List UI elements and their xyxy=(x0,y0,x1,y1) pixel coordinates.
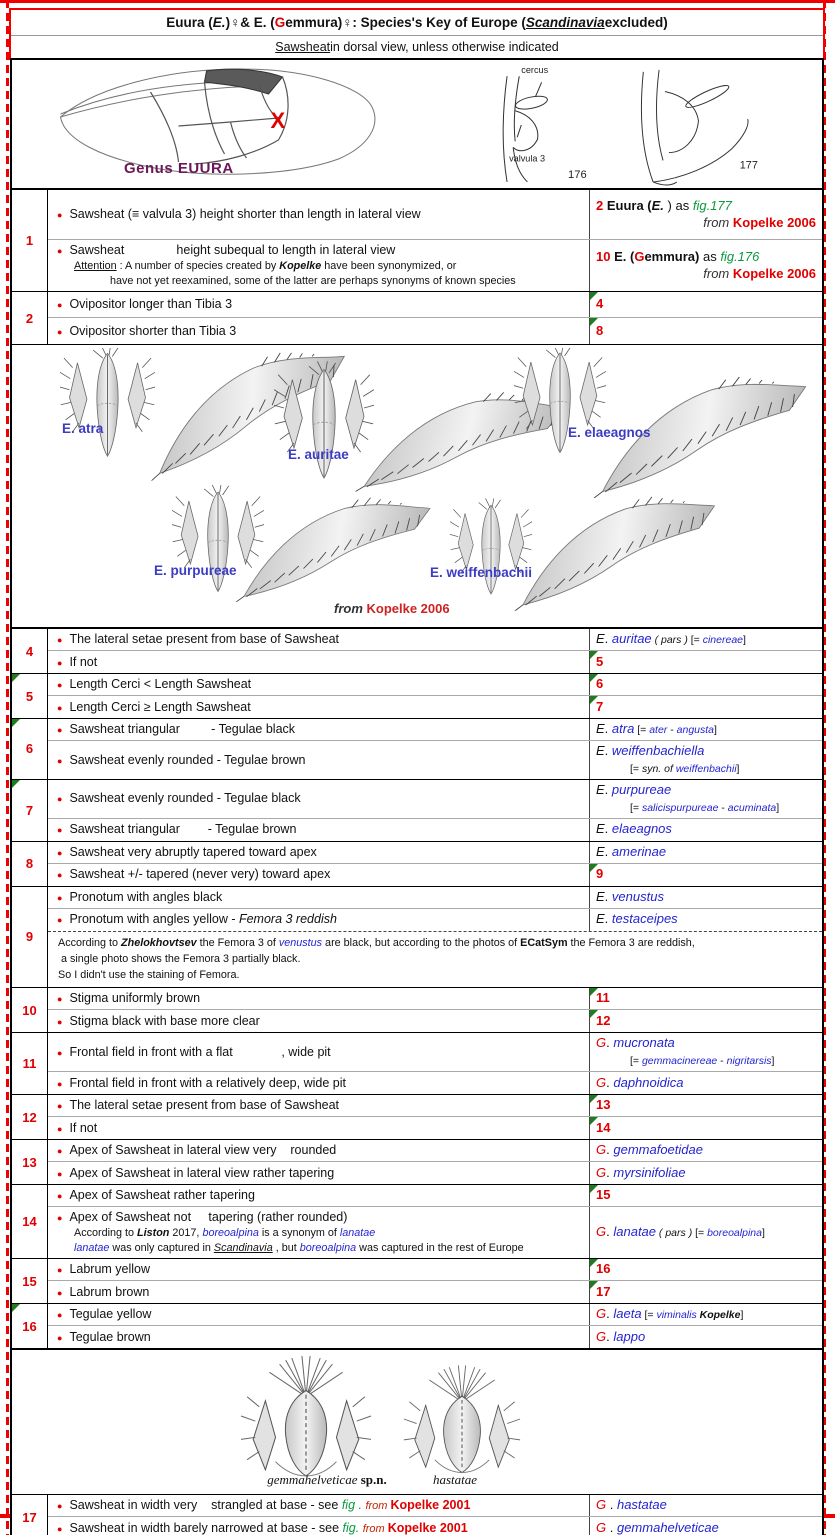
key-row-13 xyxy=(12,1140,822,1185)
couplet-result xyxy=(589,1010,822,1032)
couplet-statement xyxy=(48,1073,589,1094)
result-text: 2 Euura (E. ) as fig.177 xyxy=(596,197,732,213)
result-text: from Kopelke 2006 xyxy=(703,214,816,230)
couplet-result xyxy=(589,887,822,908)
couplet-result xyxy=(589,674,822,695)
page-break-line-top xyxy=(0,0,835,3)
result-text: 11 xyxy=(596,990,610,1006)
label-gemmahelveticae: gemmahelveticae sp.n. xyxy=(267,1472,387,1488)
key-row-4 xyxy=(12,629,822,674)
key-section-1 xyxy=(12,190,822,345)
couplet-result xyxy=(589,696,822,718)
key-row-9 xyxy=(12,887,822,989)
page-break-line-left xyxy=(6,0,9,1535)
footnote-line: So I didn't use the staining of Femora. xyxy=(58,969,240,982)
couplet-statement xyxy=(48,1042,589,1063)
statement-note: have not yet reexamined, some of the latter are perhaps synonyms of known species xyxy=(110,274,516,287)
statement-text: ● Apex of Sawsheat in lateral view rather tapering xyxy=(57,1165,335,1180)
couplet xyxy=(48,1117,822,1139)
couplet-number: 1 xyxy=(12,190,48,291)
couplet-result xyxy=(589,1140,822,1161)
couplet-number: 10 xyxy=(12,988,48,1032)
couplet xyxy=(48,1033,822,1072)
couplet-statement xyxy=(48,321,589,342)
couplet-statement xyxy=(48,1163,589,1184)
couplet-number: 8 xyxy=(12,842,48,886)
sawsheath-figure-block xyxy=(12,345,822,629)
key-row-14 xyxy=(12,1185,822,1259)
genus-euura-label: Genus EUURA xyxy=(124,160,234,177)
couplet xyxy=(48,819,822,841)
bullet-icon: ● xyxy=(57,755,63,766)
bullet-icon: ● xyxy=(57,210,63,221)
result-text: 7 xyxy=(596,698,604,714)
couplet-statement xyxy=(48,1140,589,1161)
statement-text: ● Tegulae brown xyxy=(57,1329,151,1344)
label-e-elaeagnos: E. elaeagnos xyxy=(568,425,651,441)
couplet-result xyxy=(589,1304,822,1325)
bullet-icon: ● xyxy=(57,1078,63,1089)
couplet-statement xyxy=(48,1495,589,1516)
row-body xyxy=(48,1304,822,1348)
key-table xyxy=(10,58,824,1535)
valvula-label: valvula 3 xyxy=(509,153,546,164)
figure-credit xyxy=(334,601,450,616)
couplet-result xyxy=(589,819,822,841)
bullet-icon: ● xyxy=(57,892,63,903)
couplet xyxy=(48,1207,822,1258)
top-figure-row xyxy=(12,60,822,190)
bullet-icon: ● xyxy=(57,915,63,926)
statement-note: According to Liston 2017, boreoalpina is a synonym of lanatae xyxy=(74,1226,376,1239)
result-text: [= gemmacinereae - nigritarsis] xyxy=(630,1055,775,1068)
couplet-number: 12 xyxy=(12,1095,48,1139)
couplet xyxy=(48,887,822,909)
statement-text: ● Pronotum with angles black xyxy=(57,889,223,904)
couplet-number: 11 xyxy=(12,1033,48,1094)
label-e-purpureae: E. purpureae xyxy=(154,563,237,579)
statement-text: ● Sawsheat evenly rounded - Tegulae brown xyxy=(57,752,306,767)
bullet-icon: ● xyxy=(57,657,63,668)
couplet-result xyxy=(589,909,822,931)
couplet xyxy=(48,1140,822,1162)
key-subtitle: Sawsheat in dorsal view, unless otherwise indicated xyxy=(275,40,559,54)
couplet-statement xyxy=(48,1185,589,1206)
row-body xyxy=(48,1495,822,1535)
couplet xyxy=(48,1259,822,1281)
row-body xyxy=(48,674,822,718)
statement-text: ● Frontal field in front with a flat , wide pit xyxy=(57,1044,331,1059)
couplet-result xyxy=(589,190,822,239)
couplet xyxy=(48,629,822,651)
key-row-7 xyxy=(12,780,822,842)
couplet-statement xyxy=(48,842,589,863)
couplet-statement xyxy=(48,1259,589,1280)
statement-text: ● Ovipositor shorter than Tibia 3 xyxy=(57,323,237,338)
couplet-statement xyxy=(48,750,589,771)
statement-text: ● The lateral setae present from base of Sawsheat xyxy=(57,1098,340,1113)
couplet-result xyxy=(589,988,822,1009)
result-text: [= salicispurpureae - acuminata] xyxy=(630,801,780,814)
couplet-result xyxy=(589,1259,822,1280)
couplet-number: 16 xyxy=(12,1304,48,1348)
couplet-number: 4 xyxy=(12,629,48,673)
bullet-icon: ● xyxy=(57,1523,63,1534)
couplet-result xyxy=(589,1495,822,1516)
couplet-number: 5 xyxy=(12,674,48,718)
bullet-icon: ● xyxy=(57,1146,63,1157)
result-text: G. lappo xyxy=(596,1328,646,1344)
bullet-icon: ● xyxy=(57,847,63,858)
couplet-statement xyxy=(48,652,589,673)
result-text: 16 xyxy=(596,1261,611,1277)
couplet-result xyxy=(589,651,822,673)
statement-text: ● If not xyxy=(57,654,98,669)
couplet xyxy=(48,240,822,291)
result-text: 6 xyxy=(596,676,604,692)
couplet xyxy=(48,1304,822,1326)
result-text: 12 xyxy=(596,1012,611,1028)
result-text: [= syn. of weiffenbachii] xyxy=(630,762,740,775)
fig-177-drawing xyxy=(610,62,780,188)
bullet-icon: ● xyxy=(57,702,63,713)
bullet-icon: ● xyxy=(57,1501,63,1512)
bullet-icon: ● xyxy=(57,326,63,337)
result-text: E. purpureae xyxy=(596,781,672,797)
statement-text: ● Length Cerci ≥ Length Sawsheat xyxy=(57,699,251,714)
statement-text: ● Pronotum with angles yellow - Femora 3 reddish xyxy=(57,912,337,927)
result-text: G. myrsinifoliae xyxy=(596,1164,686,1180)
couplet-result xyxy=(589,1033,822,1071)
statement-text: ● Sawsheat triangular - Tegulae black xyxy=(57,722,296,737)
bullet-icon: ● xyxy=(57,825,63,836)
couplet xyxy=(48,741,822,779)
couplet xyxy=(48,719,822,741)
bullet-icon: ● xyxy=(57,635,63,646)
couplet xyxy=(48,1517,822,1535)
bullet-icon: ● xyxy=(57,994,63,1005)
bullet-icon: ● xyxy=(57,1287,63,1298)
couplet xyxy=(48,674,822,696)
key-row-2 xyxy=(12,292,822,344)
couplet-statement xyxy=(48,788,589,809)
couplet-result xyxy=(589,1326,822,1348)
label-e-auritae: E. auritae xyxy=(288,447,349,463)
bullet-icon: ● xyxy=(57,794,63,805)
couplet-result xyxy=(589,1072,822,1094)
label-e-atra: E. atra xyxy=(62,421,104,437)
key-row-6 xyxy=(12,719,822,780)
row-body xyxy=(48,1095,822,1139)
bullet-icon: ● xyxy=(57,1265,63,1276)
result-text: G. gemmafoetidae xyxy=(596,1142,703,1158)
couplet xyxy=(48,1072,822,1094)
couplet-number: 6 xyxy=(12,719,48,779)
result-text: E. venustus xyxy=(596,888,664,904)
couplet-statement xyxy=(48,1011,589,1032)
key-row-8 xyxy=(12,842,822,887)
couplet xyxy=(48,1162,822,1184)
result-text: G. lanatae ( pars ) [= boreoalpina] xyxy=(596,1224,765,1240)
result-text: E. auritae ( pars ) [= cinereae] xyxy=(596,631,746,647)
fig-176-drawing xyxy=(467,62,602,186)
couplet-number: 7 xyxy=(12,780,48,841)
result-text: 15 xyxy=(596,1187,611,1203)
result-text: 17 xyxy=(596,1283,611,1299)
footnote-line: a single photo shows the Femora 3 partially black. xyxy=(58,952,301,965)
result-text: E. testaceipes xyxy=(596,911,678,927)
bullet-icon: ● xyxy=(57,1047,63,1058)
statement-text: ● Stigma black with base more clear xyxy=(57,1013,260,1028)
key-row-16 xyxy=(12,1304,822,1348)
footnote-line: According to Zhelokhovtsev the Femora 3 of venustus are black, but according to the photos of ECatSym the Femora 3 are reddish, xyxy=(58,936,695,949)
couplet xyxy=(48,651,822,673)
key-row-1 xyxy=(12,190,822,292)
row-body xyxy=(48,842,822,886)
gemmahelveticae-drawing xyxy=(227,1350,385,1482)
couplet-statement xyxy=(48,1207,589,1258)
wing-x-mark: X xyxy=(270,108,286,133)
bullet-icon: ● xyxy=(57,1310,63,1321)
bullet-icon: ● xyxy=(57,1101,63,1112)
statement-text: ● Stigma uniformly brown xyxy=(57,991,201,1006)
statement-text: ● Apex of Sawsheat in lateral view very rounded xyxy=(57,1143,337,1158)
statement-text: ● Tegulae yellow xyxy=(57,1307,152,1322)
bottom-figure-block xyxy=(12,1349,822,1495)
couplet-statement xyxy=(48,1304,589,1325)
label-e-weiffenbachii: E. weiffenbachii xyxy=(430,565,533,581)
fig-177-number: 177 xyxy=(739,159,758,172)
couplet xyxy=(48,1095,822,1117)
row-body xyxy=(48,780,822,841)
statement-text: ● Frontal field in front with a relatively deep, wide pit xyxy=(57,1075,346,1090)
couplet xyxy=(48,988,822,1010)
couplet-result xyxy=(589,1095,822,1116)
couplet xyxy=(48,1495,822,1517)
key-row-12 xyxy=(12,1095,822,1140)
bullet-icon: ● xyxy=(57,870,63,881)
statement-text: ● If not xyxy=(57,1120,98,1135)
couplet xyxy=(48,292,822,318)
couplet xyxy=(48,842,822,864)
statement-note: lanatae was only captured in Scandinavia , but boreoalpina was captured in the rest of Europe xyxy=(74,1241,524,1254)
couplet-result xyxy=(589,864,822,886)
result-text: E. amerinae xyxy=(596,843,667,859)
couplet-statement xyxy=(48,864,589,885)
couplet xyxy=(48,1185,822,1207)
bullet-icon: ● xyxy=(57,1332,63,1343)
result-text: G . gemmahelveticae xyxy=(596,1519,719,1535)
statement-text: ● Length Cerci < Length Sawsheat xyxy=(57,677,252,692)
couplet-statement xyxy=(48,1095,589,1116)
statement-text: ● Apex of Sawsheat not tapering (rather rounded) xyxy=(57,1210,348,1224)
couplet-number: 17 xyxy=(12,1495,48,1535)
couplet-statement xyxy=(48,674,589,695)
result-text: E. elaeagnos xyxy=(596,821,672,837)
hastatae-drawing xyxy=(394,1360,530,1478)
result-text: 4 xyxy=(596,296,604,312)
couplet xyxy=(48,1326,822,1348)
statement-text: ● Sawsheat very abruptly tapered toward apex xyxy=(57,844,317,859)
row-body xyxy=(48,1033,822,1094)
couplet-result xyxy=(589,1185,822,1206)
key-row-15 xyxy=(12,1259,822,1304)
label-hastatae: hastatae xyxy=(432,1472,478,1488)
bullet-icon: ● xyxy=(57,1123,63,1134)
couplet-result xyxy=(589,719,822,740)
row-body xyxy=(48,719,822,779)
credit-source-text: Kopelke 2006 xyxy=(366,601,450,617)
statement-text: ● Sawsheat triangular - Tegulae brown xyxy=(57,822,297,837)
result-text: 10 E. (Gemmura) as fig.176 xyxy=(596,248,760,264)
key-row-11 xyxy=(12,1033,822,1095)
key-row-17 xyxy=(12,1495,822,1535)
bullet-icon: ● xyxy=(57,725,63,736)
result-text: 9 xyxy=(596,866,604,882)
bullet-icon: ● xyxy=(57,1191,63,1202)
statement-text: ● Apex of Sawsheat rather tapering xyxy=(57,1188,255,1203)
couplet-result xyxy=(589,780,822,818)
statement-text: ● Sawsheat +/- tapered (never very) toward apex xyxy=(57,867,331,882)
couplet-statement xyxy=(48,909,589,930)
statement-text: ● Labrum brown xyxy=(57,1284,150,1299)
statement-text: ● Labrum yellow xyxy=(57,1262,151,1277)
result-text: 13 xyxy=(596,1097,611,1113)
couplet-statement xyxy=(48,719,589,740)
couplet-statement xyxy=(48,988,589,1009)
credit-from-text: from xyxy=(334,601,367,617)
couplet-result xyxy=(589,1207,822,1258)
bullet-icon: ● xyxy=(57,300,63,311)
couplet-result xyxy=(589,1517,822,1535)
key-section-2 xyxy=(12,629,822,1349)
couplet-result xyxy=(589,1117,822,1139)
couplet-result xyxy=(589,842,822,863)
couplet-result xyxy=(589,1162,822,1184)
couplet xyxy=(48,1010,822,1032)
row-body xyxy=(48,988,822,1032)
couplet xyxy=(48,190,822,240)
statement-text: ● Sawsheat evenly rounded - Tegulae black xyxy=(57,791,301,806)
couplet-statement xyxy=(48,887,589,908)
result-text: from Kopelke 2006 xyxy=(703,265,816,281)
couplet-result xyxy=(589,1281,822,1303)
key-title: Euura ( E. ) ♀ & E. ( G emmura) ♀ : Species's Key of Europe ( Scandinavia excluded) xyxy=(11,10,823,36)
row-body xyxy=(48,1185,822,1258)
couplet-statement xyxy=(48,294,589,315)
couplet xyxy=(48,909,822,931)
couplet-number: 2 xyxy=(12,292,48,344)
row-body xyxy=(48,887,822,988)
couplet-statement xyxy=(48,204,589,225)
row-footnote xyxy=(48,931,822,988)
couplet-number: 15 xyxy=(12,1259,48,1303)
result-text: E. weiffenbachiella xyxy=(596,743,705,759)
key-row-10 xyxy=(12,988,822,1033)
bullet-icon: ● xyxy=(57,1213,63,1223)
couplet-result xyxy=(589,292,822,317)
couplet xyxy=(48,318,822,344)
couplet xyxy=(48,780,822,819)
row-body xyxy=(48,292,822,344)
statement-text: ● Sawsheat (≡ valvula 3) height shorter than length in lateral view xyxy=(57,207,421,222)
row-body xyxy=(48,190,822,291)
statement-text: ● Sawsheat in width very strangled at base - see fig . from Kopelke 2001 xyxy=(57,1498,471,1513)
couplet-statement xyxy=(48,697,589,718)
couplet-statement xyxy=(48,1118,589,1139)
couplet-statement xyxy=(48,819,589,840)
result-text: 14 xyxy=(596,1119,611,1135)
result-text: E. atra [= ater - angusta] xyxy=(596,721,717,737)
couplet xyxy=(48,864,822,886)
statement-text: ● Ovipositor longer than Tibia 3 xyxy=(57,297,233,312)
fig-176-number: 176 xyxy=(568,168,587,181)
statement-text: ● Sawsheat height subequal to length in lateral view xyxy=(57,243,396,257)
row-body xyxy=(48,629,822,673)
couplet-statement xyxy=(48,1327,589,1348)
couplet-statement xyxy=(48,240,589,291)
bullet-icon: ● xyxy=(57,1016,63,1027)
bullet-icon: ● xyxy=(57,246,63,256)
result-text: G. laeta [= viminalis Kopelke] xyxy=(596,1306,744,1322)
result-text: 5 xyxy=(596,653,604,669)
statement-text: ● Sawsheat in width barely narrowed at base - see fig. from Kopelke 2001 xyxy=(57,1520,468,1535)
couplet-result xyxy=(589,240,822,291)
couplet-statement xyxy=(48,629,589,650)
bullet-icon: ● xyxy=(57,680,63,691)
result-text: G. mucronata xyxy=(596,1035,675,1051)
statement-text: ● The lateral setae present from base of Sawsheat xyxy=(57,632,340,647)
key-row-5 xyxy=(12,674,822,719)
couplet-result xyxy=(589,318,822,344)
couplet-number: 9 xyxy=(12,887,48,988)
couplet-statement xyxy=(48,1282,589,1303)
couplet-number: 14 xyxy=(12,1185,48,1258)
row-body xyxy=(48,1259,822,1303)
couplet-result xyxy=(589,629,822,650)
couplet-result xyxy=(589,741,822,779)
result-text: G . hastatae xyxy=(596,1497,667,1513)
result-text: 8 xyxy=(596,322,604,338)
result-text: G. daphnoidica xyxy=(596,1074,684,1090)
key-header xyxy=(9,8,825,60)
couplet-number: 13 xyxy=(12,1140,48,1184)
statement-note: Attention : A number of species created by Kopelke have been synonymized, or xyxy=(74,259,457,272)
couplet xyxy=(48,696,822,718)
couplet xyxy=(48,1281,822,1303)
key-section-3 xyxy=(12,1495,822,1535)
cercus-label: cercus xyxy=(521,65,549,76)
bullet-icon: ● xyxy=(57,1168,63,1179)
couplet-statement xyxy=(48,1518,589,1535)
row-body xyxy=(48,1140,822,1184)
